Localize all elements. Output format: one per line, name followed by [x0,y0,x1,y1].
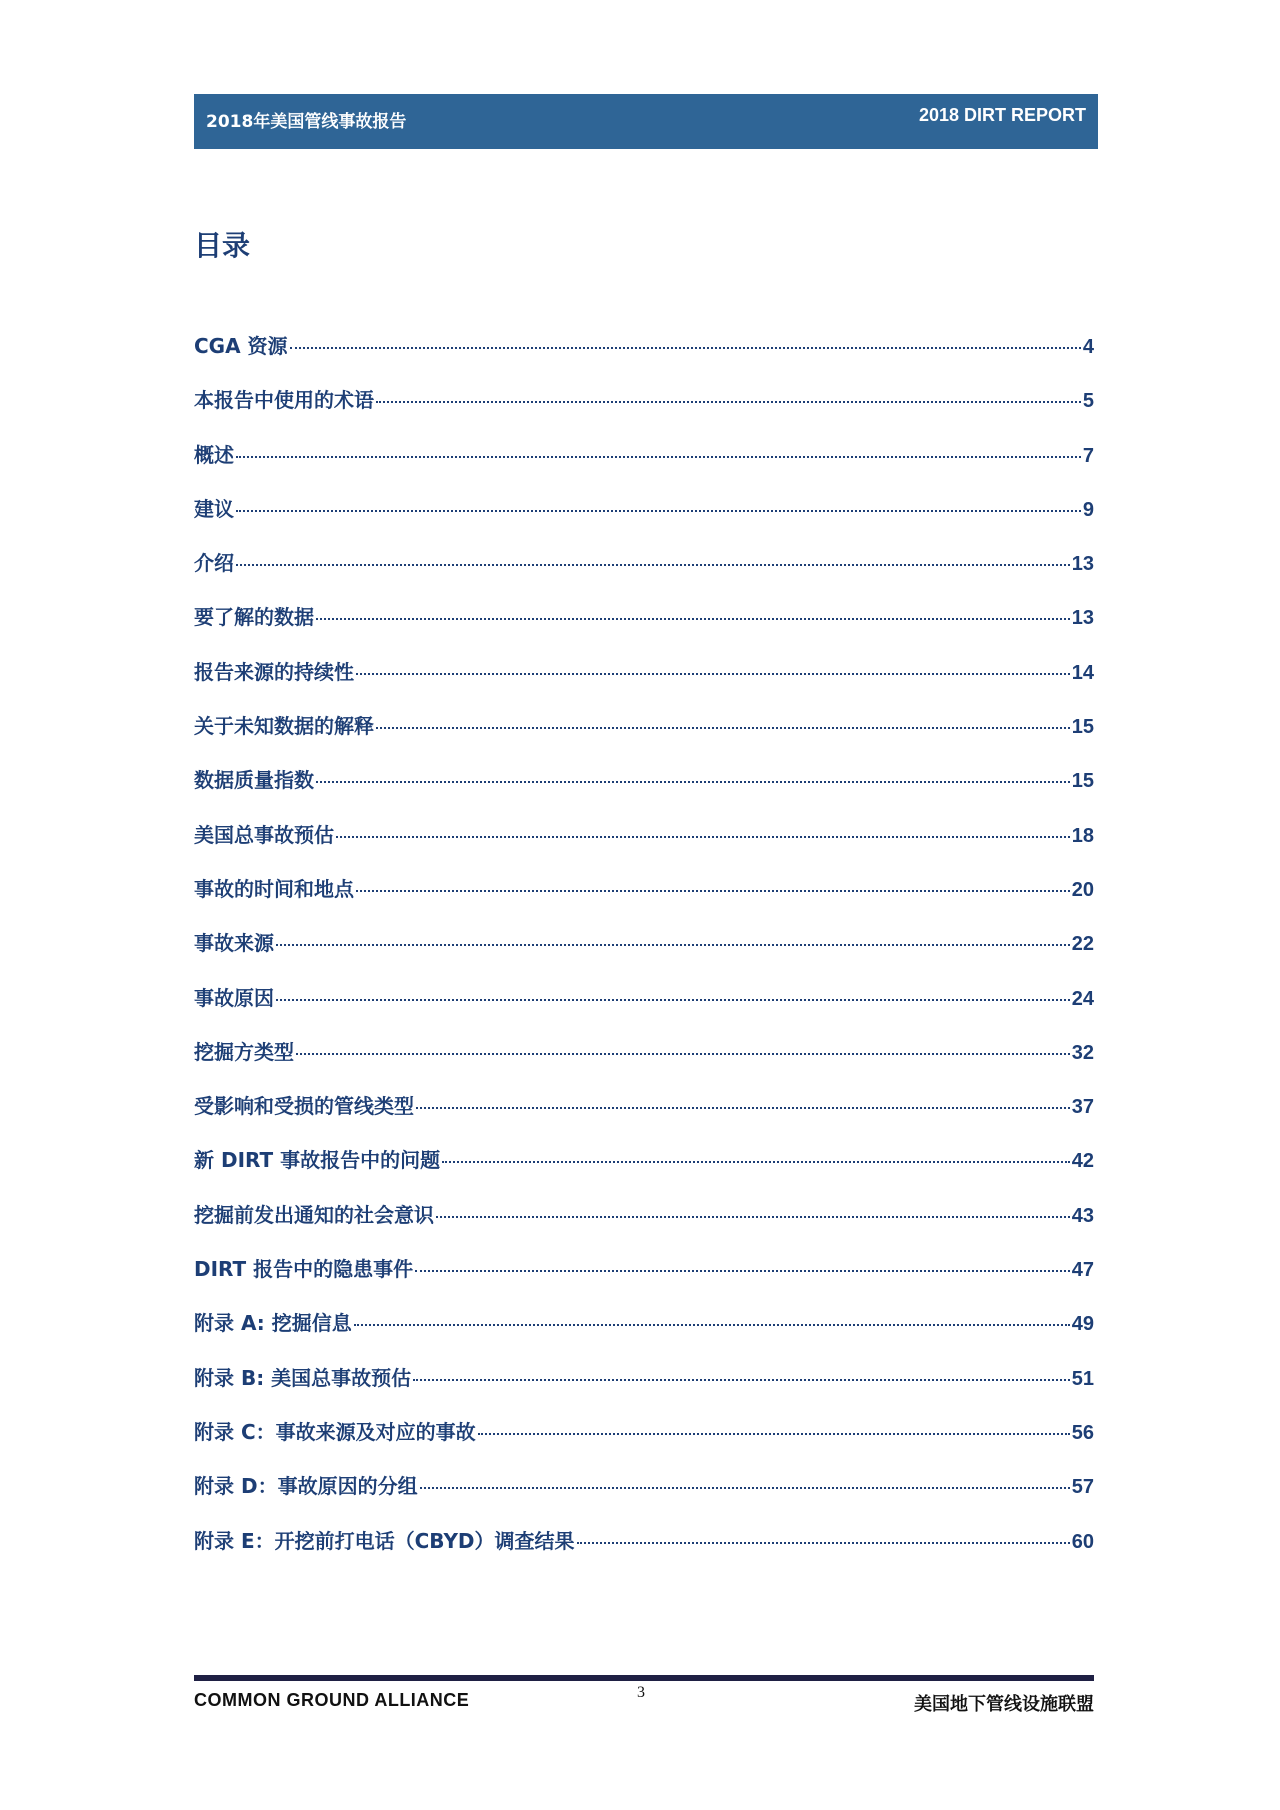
toc-entry[interactable] [194,1036,1094,1090]
toc-entry-label: 美国总事故预估 [194,822,334,847]
toc-dot-leader [316,781,1070,783]
toc-entry-page: 7 [1082,444,1094,467]
toc-entry[interactable] [194,1253,1094,1307]
toc-entry-page: 49 [1071,1313,1094,1336]
toc-entry[interactable] [194,493,1094,547]
toc-entry-label: 附录 E：开挖前打电话（CBYD）调查结果 [194,1528,575,1553]
toc-dot-leader [436,1216,1070,1218]
footer-rule [194,1675,1094,1681]
toc-entry-page: 47 [1071,1259,1094,1282]
toc-entry-label: 挖掘前发出通知的社会意识 [194,1202,434,1227]
toc-entry[interactable] [194,1362,1094,1416]
toc-dot-leader [356,890,1070,892]
toc-entry[interactable] [194,601,1094,655]
toc-entry-page: 57 [1071,1476,1094,1499]
toc-entry-page: 56 [1071,1421,1094,1444]
toc-dot-leader [413,1379,1070,1381]
toc-dot-leader [236,564,1070,566]
toc-entry-label: 附录 D：事故原因的分组 [194,1474,418,1499]
toc-dot-leader [356,673,1070,675]
toc-entry-label: 附录 C：事故来源及对应的事故 [194,1419,476,1444]
toc-dot-leader [290,347,1081,349]
toc-dot-leader [416,1107,1070,1109]
toc-entry[interactable] [194,764,1094,818]
header-title-en: 2018 DIRT REPORT [918,105,1086,125]
table-of-contents [194,330,1094,1579]
toc-entry[interactable] [194,439,1094,493]
toc-entry[interactable] [194,384,1094,438]
footer-org-en: COMMON GROUND ALLIANCE [194,1690,470,1710]
toc-entry-label: 事故原因 [194,985,274,1010]
toc-entry-page: 15 [1071,770,1094,793]
toc-dot-leader [276,944,1070,946]
toc-entry-label: 概述 [194,442,234,467]
toc-entry-page: 43 [1071,1204,1094,1227]
toc-entry[interactable] [194,1525,1094,1579]
toc-dot-leader [276,999,1070,1001]
toc-entry[interactable] [194,873,1094,927]
toc-entry-label: 介绍 [194,551,234,576]
toc-entry-page: 51 [1071,1367,1094,1390]
toc-entry-label: 数据质量指数 [194,768,314,793]
toc-title: 目录 [194,229,251,262]
toc-dot-leader [420,1487,1070,1489]
toc-entry-label: 附录 A: 挖掘信息 [194,1311,352,1336]
toc-entry[interactable] [194,927,1094,981]
toc-entry-label: 挖掘方类型 [194,1039,294,1064]
toc-dot-leader [236,510,1081,512]
toc-entry-label: DIRT 报告中的隐患事件 [194,1257,414,1282]
toc-entry[interactable] [194,1144,1094,1198]
toc-dot-leader [236,456,1081,458]
toc-entry-page: 22 [1071,933,1094,956]
toc-entry-page: 37 [1071,1096,1094,1119]
toc-entry[interactable] [194,1090,1094,1144]
toc-entry-page: 24 [1071,987,1094,1010]
toc-entry[interactable] [194,547,1094,601]
footer-org-cn: 美国地下管线设施联盟 [914,1694,1094,1715]
header-band [194,94,1098,149]
toc-dot-leader [442,1161,1070,1163]
toc-entry-page: 9 [1082,498,1094,521]
toc-entry-label: 要了解的数据 [194,605,314,630]
toc-entry-label: 建议 [194,496,234,521]
toc-entry-label: 事故的时间和地点 [194,876,354,901]
toc-dot-leader [415,1270,1070,1272]
toc-entry[interactable] [194,1307,1094,1361]
toc-entry[interactable] [194,330,1094,384]
toc-dot-leader [336,836,1070,838]
toc-entry-label: 受影响和受损的管线类型 [194,1094,414,1119]
toc-entry[interactable] [194,656,1094,710]
toc-entry[interactable] [194,710,1094,764]
toc-dot-leader [316,618,1070,620]
toc-entry-label: 报告来源的持续性 [194,659,354,684]
toc-entry[interactable] [194,819,1094,873]
toc-dot-leader [376,401,1081,403]
toc-entry-label: 附录 B: 美国总事故预估 [194,1365,412,1390]
toc-entry-page: 60 [1071,1530,1094,1553]
toc-entry-page: 14 [1071,661,1094,684]
toc-entry-page: 15 [1071,716,1094,739]
toc-entry-label: 本报告中使用的术语 [194,388,374,413]
toc-entry-page: 13 [1071,607,1094,630]
page-number: 3 [637,1684,645,1701]
toc-entry-page: 13 [1071,553,1094,576]
toc-entry-page: 20 [1071,878,1094,901]
toc-entry[interactable] [194,1416,1094,1470]
toc-entry-page: 4 [1082,336,1094,358]
toc-dot-leader [354,1324,1070,1326]
toc-entry[interactable] [194,982,1094,1036]
toc-dot-leader [577,1542,1070,1544]
toc-dot-leader [376,727,1070,729]
toc-entry-label: 关于未知数据的解释 [194,714,374,739]
toc-entry-label: 新 DIRT 事故报告中的问题 [194,1148,441,1173]
toc-entry-page: 42 [1071,1150,1094,1173]
toc-entry-label: 事故来源 [194,931,274,956]
toc-entry[interactable] [194,1470,1094,1524]
toc-dot-leader [296,1053,1070,1055]
toc-entry-page: 18 [1071,824,1094,847]
header-title-cn: 2018年美国管线事故报告 [206,112,407,132]
toc-entry[interactable] [194,1199,1094,1253]
toc-entry-label: CGA 资源 [194,334,288,358]
toc-dot-leader [478,1433,1070,1435]
toc-entry-page: 5 [1082,390,1094,413]
toc-entry-page: 32 [1071,1041,1094,1064]
